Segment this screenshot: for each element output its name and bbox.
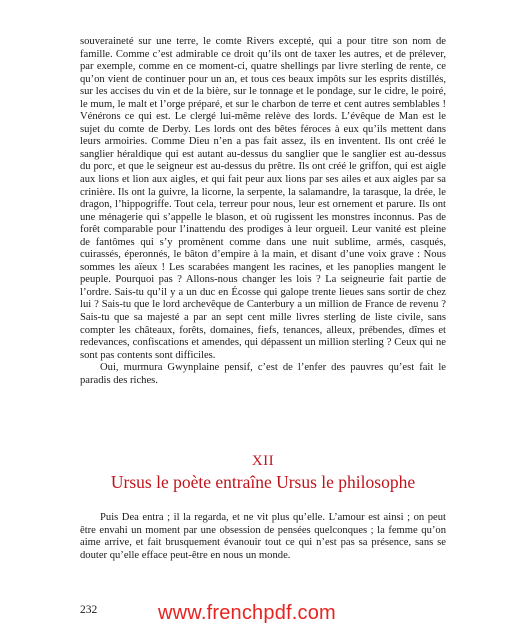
chapter-paragraph: Puis Dea entra ; il la regarda, et ne vit plus qu’elle. L’amour est ainsi ; on peut être envahi un moment par une obsession de pensées quelconques ; la femme qu’on aime arrive, et fait brusquement évanouir tout ce qui n’est pas sa présence, sans se douter qu’elle efface peut-être en nous un monde. <box>80 512 446 561</box>
body-text <box>80 36 446 387</box>
body-paragraph: Oui, murmura Gwynplaine pensif, c’est de l’enfer des pauvres qu’est fait le paradis des riches. <box>80 362 446 386</box>
watermark-link[interactable]: www.frenchpdf.com <box>158 602 336 624</box>
chapter-title: Ursus le poète entraîne Ursus le philosophe <box>110 472 416 492</box>
body-paragraph: souveraineté sur une terre, le comte Rivers excepté, qui a pour titre son nom de famille. Comme c’est admirable ce droit qu’ils ont de taxer les autres, et de prélever, par exemple, comme en ce moment-ci, quatre shellings par livre sterling de rente, ce qu’on vient de continuer pour un an, et tous ces beaux impôts sur les esprits distillés, sur les accises du vin et de la bière, sur le tonnage et le pondage, sur le cidre, le poiré, le mum, le malt et l’orge préparé, et sur le charbon de terre et cent autres semblables ! Vénérons ce qui est. Le clergé lui-même relève des lords. L’évêque de Man est le sujet du comte de Derby. Les lords ont des bêtes féroces à eux qu’ils mettent dans leurs armoiries. Comme Dieu n’en a pas fait assez, ils en inventent. Ils ont créé le sanglier héraldique qui est autant au-dessus du sanglier que le sanglier est au-dessus du porc, et que le seigneur est au-dessus du prêtre. Ils ont créé le griffon, qui est aigle aux lions et lion aux aigles, et qui fait peur aux lions par ses ailes et aux aigles par sa crinière. Ils ont la guivre, la licorne, la serpente, la salamandre, la tarasque, la drée, le dragon, l’hippogriffe. Tout cela, terreur pour nous, leur est ornement et parure. Ils ont une ménagerie qui s’appelle le blason, et où rugissent les monstres inconnus. Pas de forêt comparable pour l’inattendu des prodiges à leur orgueil. Leur vanité est pleine de fantômes qui s’y promènent comme dans une nuit sublime, armés, casqués, cuirassés, éperonnés, le bâton d’empire à la main, et disant d’une voix grave : Nous sommes les aïeux ! Les scarabées mangent les racines, et les panoplies mangent le peuple. Pourquoi pas ? Allons-nous changer les lois ? La seigneurie fait partie de l’ordre. Sais-tu qu’il y a un duc en Écosse qui galope trente lieues sans sortir de chez lui ? Sais-tu que le lord archevêque de Canterbury a un million de France de revenu ? Sais-tu que sa majesté a par an sept cent mille livres sterling de liste civile, sans compter les châteaux, forêts, domaines, fiefs, tenances, alleux, prébendes, dîmes et redevances, confiscations et amendes, qui dépassent un million sterling ? Ceux qui ne sont pas contents sont difficiles. <box>80 36 446 361</box>
page-number: 232 <box>80 604 98 616</box>
chapter-text <box>80 512 446 562</box>
chapter-number: XII <box>251 453 275 469</box>
